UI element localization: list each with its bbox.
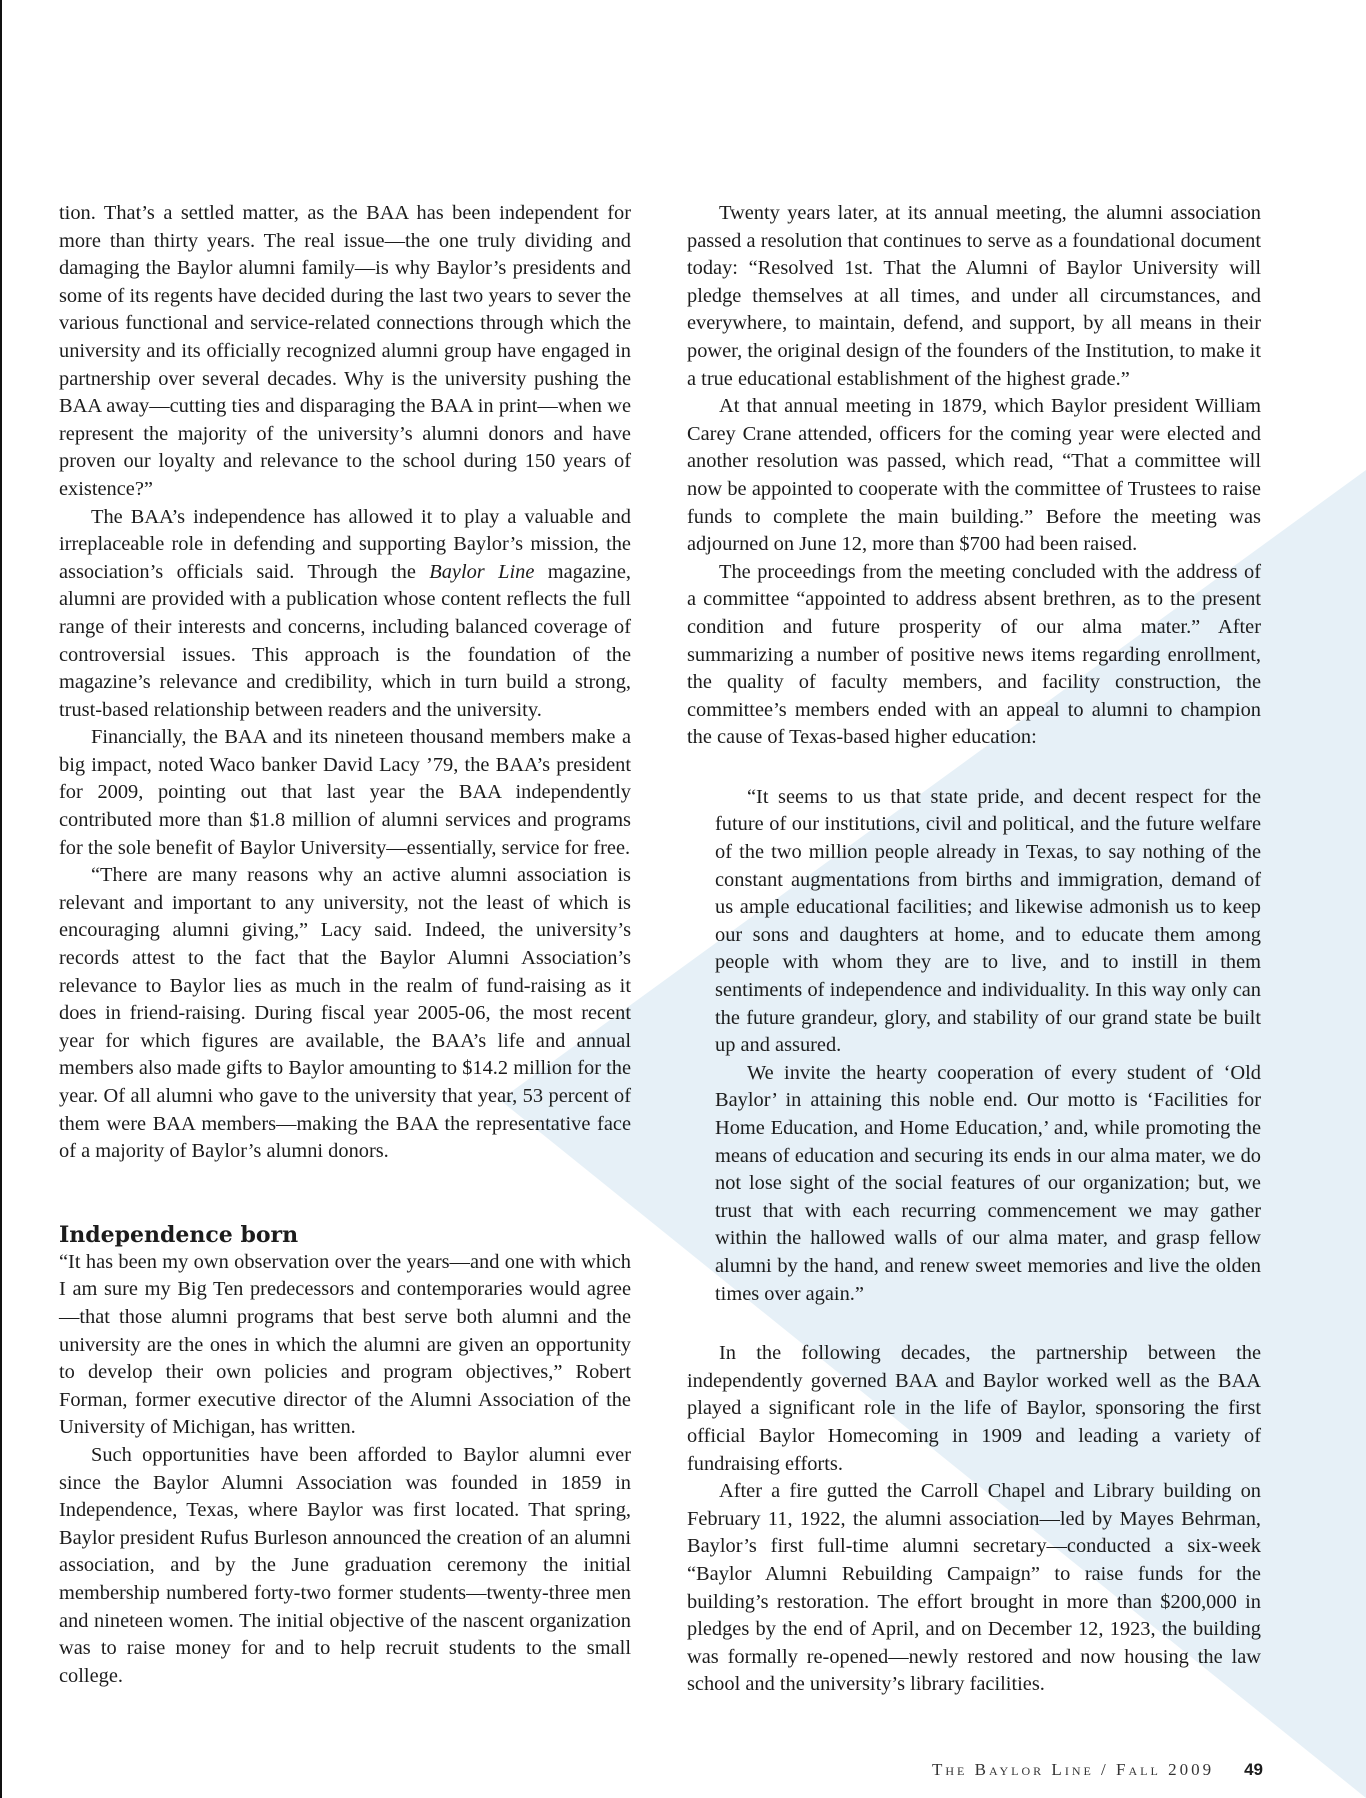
paragraph: Twenty years later, at its annual meeting, the alumni association passed a resolution that continues to serve as a foundational document today: “Resolved 1st. That the Alumni of Baylor University will pledge themselves at all times, and under all circumstances, and everywhere, to maintain, defend, and support, by all means in their power, the original design of the founders of the Institution, to make it a true educational establishment of the highest grade.” bbox=[687, 202, 1261, 390]
paragraph: After a fire gutted the Carroll Chapel and Library building on February 11, 1922, the alumni association—led by Mayes Behrman, Baylor’s first full-time alumni secretary—conducted a six-week “Baylor Alumni Rebuilding Campaign” to raise funds for the building’s restoration. The effort brought in more than $200,000 in pledges by the end of April, and on December 12, 1923, the building was formally re-opened—newly restored and now housing the law school and the university’s library facilities. bbox=[687, 1480, 1261, 1696]
paragraph: Such opportunities have been afforded to Baylor alumni ever since the Baylor Alumni Association was founded in 1859 in Independence, Texas, where Baylor was first located. That spring, Baylor president Rufus Burleson announced the creation of an alumni association, and by the June graduation ceremony the initial membership numbered forty-two former students—twenty-three men and nineteen women. The initial objective of the nascent organization was to raise money for and to help recruit students to the small college. bbox=[59, 1443, 631, 1687]
paragraph: The BAA’s independence has allowed it to play a valuable and irreplaceable role in defending and supporting Baylor’s mission, the association’s officials said. Through the Baylor Line magazine, alumni are provided with a publication whose content reflects the full range of their interests and concerns, including balanced coverage of controversial issues. This approach is the foundation of the magazine’s relevance and credibility, which in turn build a strong, trust-based relationship between readers and the university. bbox=[59, 505, 631, 721]
publication-line: The Baylor Line / Fall 2009 bbox=[931, 1760, 1215, 1779]
right-column bbox=[687, 200, 1261, 1699]
paragraph: In the following decades, the partnership between the independently governed BAA and Baylor worked well as the BAA played a significant role in the life of Baylor, sponsoring the first official Baylor Homecoming in 1909 and leading a variety of fundraising efforts. bbox=[687, 1342, 1261, 1475]
quote-paragraph: We invite the hearty cooperation of every student of ‘Old Baylor’ in attaining this noble end. Our motto is ‘Facilities for Home Education, and Home Education,’ and, while promoting the means of education and securing its ends in our alma mater, we do not lose sight of the social features of our organization; but, we trust that with each recurring commencement we may gather within the hallowed walls of our alma mater, and grasp fellow alumni by the hand, and renew sweet memories and live the olden times over again.” bbox=[715, 1061, 1261, 1305]
block-quote bbox=[687, 784, 1261, 1308]
page-footer bbox=[932, 1760, 1263, 1780]
quote-paragraph: “It seems to us that state pride, and decent respect for the future of our institutions, civil and political, and the future welfare of the two million people already in Texas, to say nothing of the constant augmentations from births and immigration, demand of us ample educational facilities; and likewise admonish us to keep our sons and daughters at home, and to educate them among people with whom they are to live, and to instill in them sentiments of independence and individuality. In this way only can the future grandeur, glory, and stability of our grand state be built up and assured. bbox=[715, 785, 1261, 1057]
section-heading: Independence born bbox=[59, 1221, 299, 1248]
magazine-title: Baylor Line bbox=[429, 560, 535, 583]
page-number: 49 bbox=[1244, 1760, 1263, 1779]
paragraph: “There are many reasons why an active alumni association is relevant and important to any university, not the least of which is encouraging alumni giving,” Lacy said. Indeed, the university’s records attest to the fact that the Baylor Alumni Association’s relevance to Baylor lies as much in the realm of fund-raising as it does in friend-raising. During fiscal year 2005-06, the most recent year for which figures are available, the BAA’s life and annual members also made gifts to Baylor amounting to $14.2 million for the year. Of all alumni who gave to the university that year, 53 percent of them were BAA members—making the BAA the representative face of a majority of Baylor’s alumni donors. bbox=[59, 864, 631, 1163]
paragraph: The proceedings from the meeting concluded with the address of a committee “appointed to address absent brethren, as to the present condition and future prosperity of our alma mater.” After summarizing a number of positive news items regarding enrollment, the quality of faculty members, and facility construction, the committee’s members ended with an appeal to alumni to champion the cause of Texas-based higher education: bbox=[687, 560, 1261, 749]
paragraph: At that annual meeting in 1879, which Baylor president William Carey Crane attended, officers for the coming year were elected and another resolution was passed, which read, “That a committee will now be appointed to cooperate with the committee of Trustees to raise funds to complete the main building.” Before the meeting was adjourned on June 12, more than $700 had been raised. bbox=[687, 395, 1261, 556]
left-column bbox=[59, 200, 631, 1690]
paragraph: Financially, the BAA and its nineteen thousand members make a big impact, noted Waco banker David Lacy ’79, the BAA’s president for 2009, pointing out that last year the BAA independently contributed more than $1.8 million of alumni services and programs for the sole benefit of Baylor University—essentially, service for free. bbox=[59, 726, 631, 859]
paragraph: “It has been my own observation over the years—and one with which I am sure my Big Ten predecessors and contemporaries would agree—that those alumni programs that best serve both alumni and the university are the ones in which the alumni are given an opportunity to develop their own policies and program objectives,” Robert Forman, former executive director of the Alumni Association of the University of Michigan, has written. bbox=[59, 1250, 631, 1439]
paragraph: tion. That’s a settled matter, as the BAA has been independent for more than thirty years. The real issue—the one truly dividing and damaging the Baylor alumni family—is why Baylor’s presidents and some of its regents have decided during the last two years to sever the various functional and service-related connections through which the university and its officially recognized alumni group have engaged in partnership over several decades. Why is the university pushing the BAA away—cutting ties and disparaging the BAA in print—when we represent the majority of the university’s alumni donors and have proven our loyalty and relevance to the school during 150 years of existence?” bbox=[59, 202, 631, 500]
